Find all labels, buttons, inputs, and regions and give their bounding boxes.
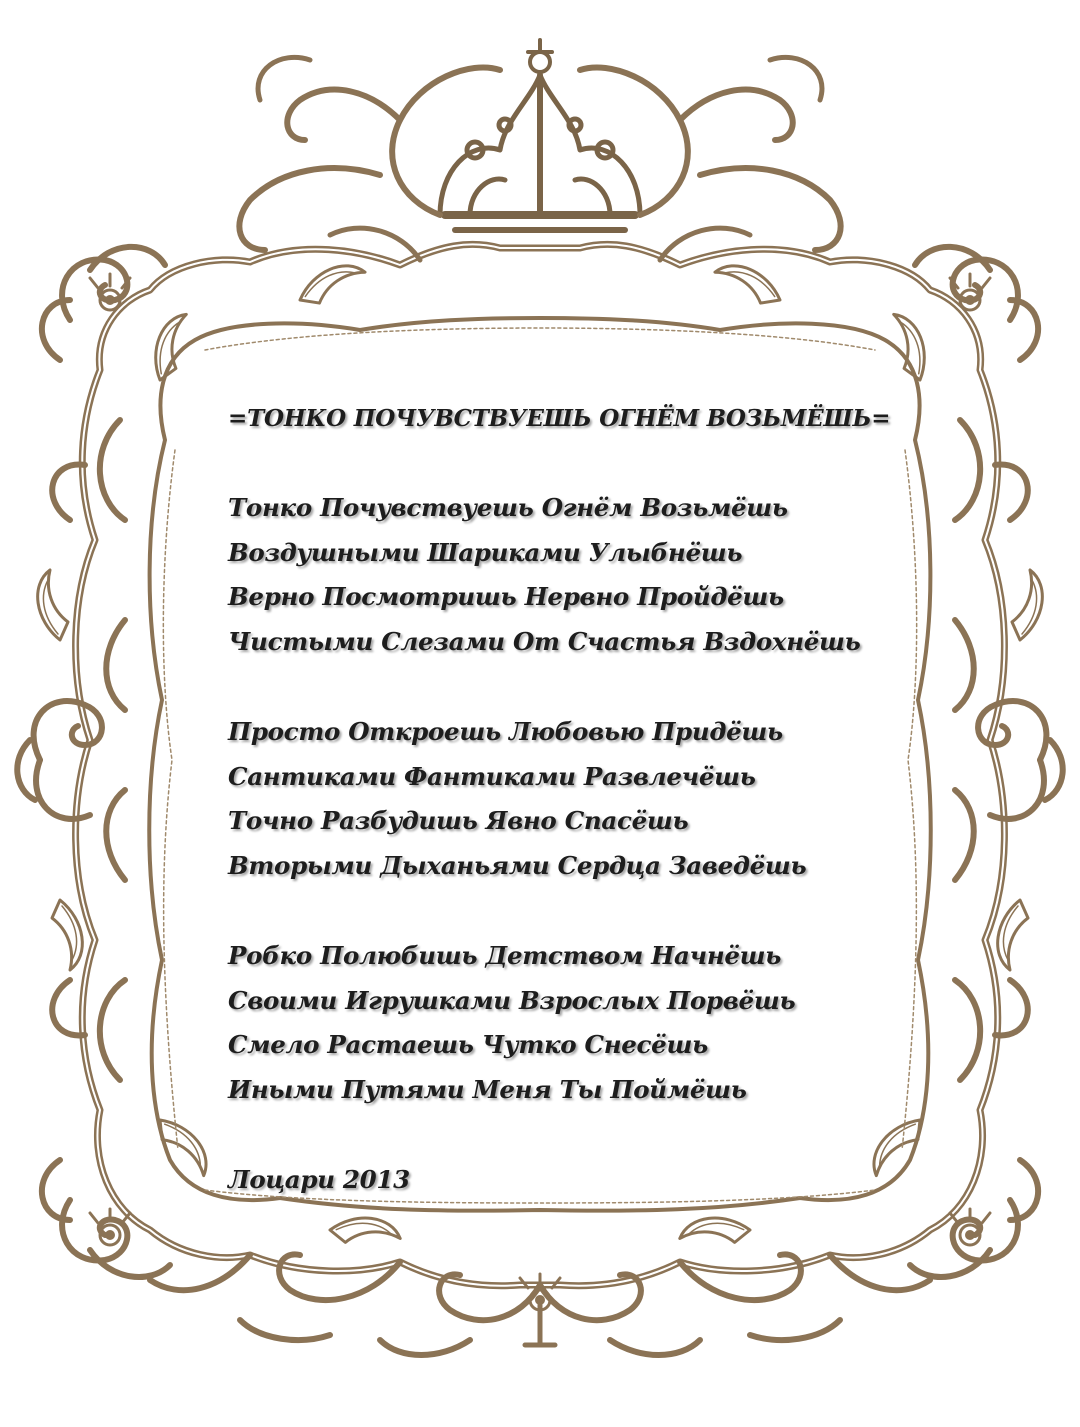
poem-line: Смело Растаешь Чутко Снесёшь: [228, 1030, 708, 1059]
poem-line: Своими Игрушками Взрослых Порвёшь: [228, 985, 796, 1015]
poem-line: Просто Откроешь Любовью Придёшь: [228, 717, 783, 746]
poem-line: Робко Полюбишь Детством Начнёшь: [228, 941, 782, 970]
poem-line: Точно Разбудишь Явно Спасёшь: [228, 806, 689, 835]
stanza: [228, 486, 928, 664]
poem-line: Вторыми Дыханьями Сердца Заведёшь: [228, 850, 807, 880]
poem-line: Верно Посмотришь Нервно Пройдёшь: [228, 582, 784, 611]
poem-line: Чистыми Слезами От Счастья Вздохнёшь: [228, 626, 861, 656]
poem-text: [228, 396, 928, 1203]
stanza: [228, 710, 928, 888]
stanza: [228, 934, 928, 1112]
poem-line: Воздушными Шариками Улыбнёшь: [228, 537, 743, 567]
poem-title: =ТОНКО ПОЧУВСТВУЕШЬ ОГНЁМ ВОЗЬМЁШЬ=: [228, 405, 891, 432]
poem-line: Иными Путями Меня Ты Поймёшь: [228, 1074, 747, 1104]
poem-line: Тонко Почувствуешь Огнём Возьмёшь: [228, 493, 788, 522]
poem-line: Сантиками Фантиками Развлечёшь: [228, 761, 756, 791]
poem-signature: Лоцари 2013: [228, 1165, 410, 1194]
